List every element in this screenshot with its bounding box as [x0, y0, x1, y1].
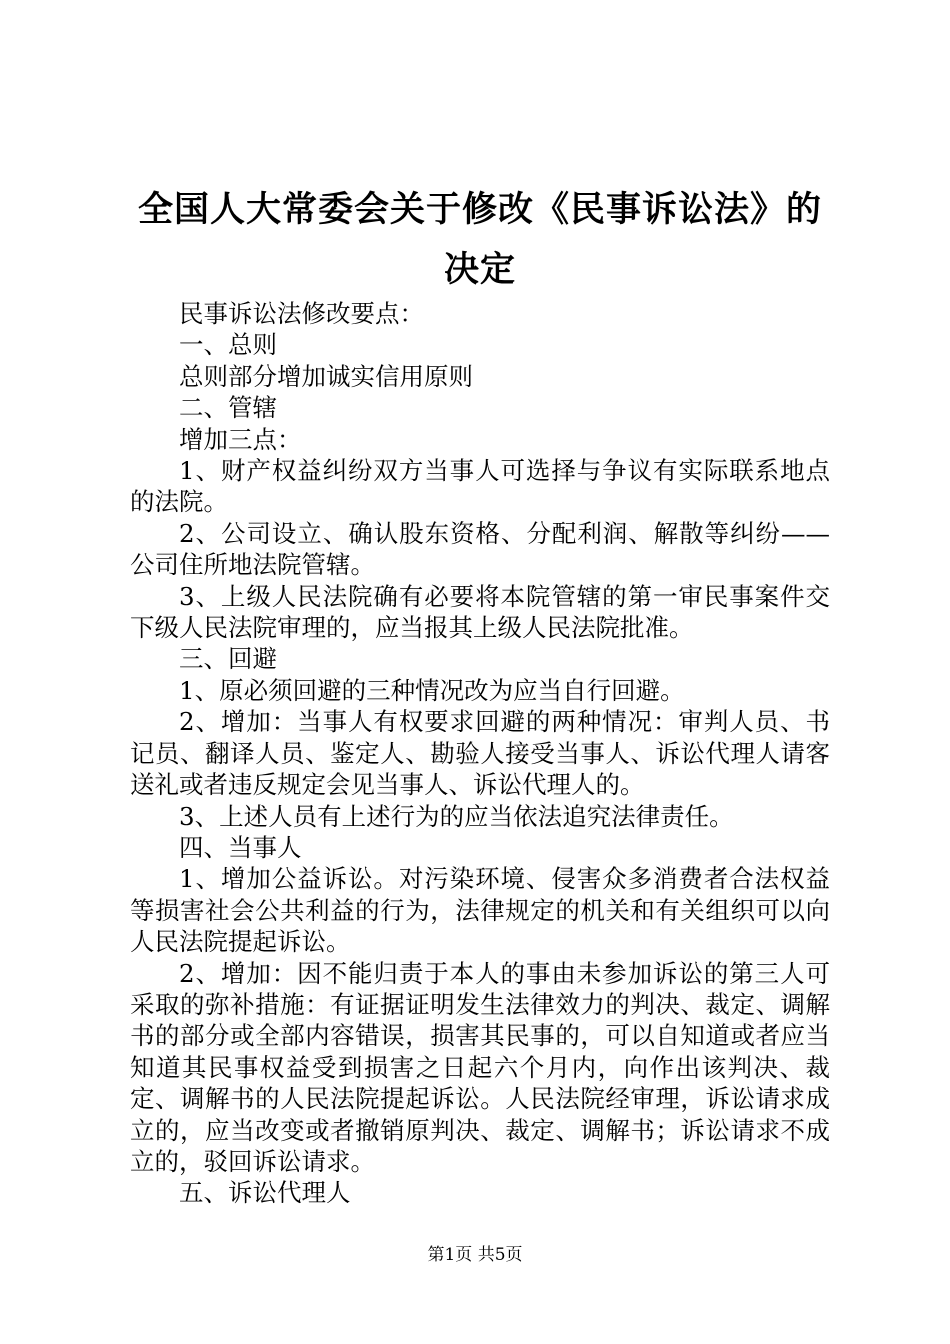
list-item: 1、增加公益诉讼。对污染环境、侵害众多消费者合法权益等损害社会公共利益的行为，法律规定的机关和有关组织可以向人民法院提起诉讼。 [130, 864, 830, 957]
paragraph: 增加三点： [179, 424, 302, 454]
section-heading: 三、回避 [179, 644, 277, 674]
document-title: 全国人大常委会关于修改《民事诉讼法》的决定 [137, 189, 822, 290]
section-heading: 四、当事人 [179, 832, 302, 862]
list-item: 3、上级人民法院确有必要将本院管辖的第一审民事案件交下级人民法院审理的，应当报其上级人民法院批准。 [130, 581, 830, 643]
section-heading: 五、诉讼代理人 [179, 1178, 351, 1208]
list-item: 2、公司设立、确认股东资格、分配利润、解散等纠纷——公司住所地法院管辖。 [130, 518, 830, 580]
list-item: 2、增加：当事人有权要求回避的两种情况：审判人员、书记员、翻译人员、鉴定人、勘验人接受当事人、诉讼代理人请客送礼或者违反规定会见当事人、诉讼代理人的。 [130, 707, 830, 800]
list-item: 3、上述人员有上述行为的应当依法追究法律责任。 [179, 801, 734, 831]
section-heading: 二、管辖 [179, 393, 277, 423]
list-item: 1、原必须回避的三种情况改为应当自行回避。 [179, 675, 685, 705]
paragraph: 民事诉讼法修改要点： [179, 299, 424, 328]
section-heading: 一、总则 [179, 330, 277, 360]
list-item: 1、财产权益纠纷双方当事人可选择与争议有实际联系地点的法院。 [130, 456, 830, 517]
list-item: 2、增加：因不能归责于本人的事由未参加诉讼的第三人可采取的弥补措施：有证据证明发生法律效力的判决、裁定、调解书的部分或全部内容错误，损害其民事的，可以自知道或者应当知道其民事权益受到损害之日起六个月内，向作出该判决、裁定、调解书的人民法院提起诉讼。人民法院经审理，诉讼请求成立的，应当改变或者撤销原判决、裁定、调解书；诉讼请求不成立的，驳回诉讼请求。 [130, 958, 830, 1176]
document-body [130, 298, 830, 1209]
page-footer: 第1页 共5页 [427, 1245, 523, 1265]
paragraph: 总则部分增加诚实信用原则 [179, 361, 473, 391]
